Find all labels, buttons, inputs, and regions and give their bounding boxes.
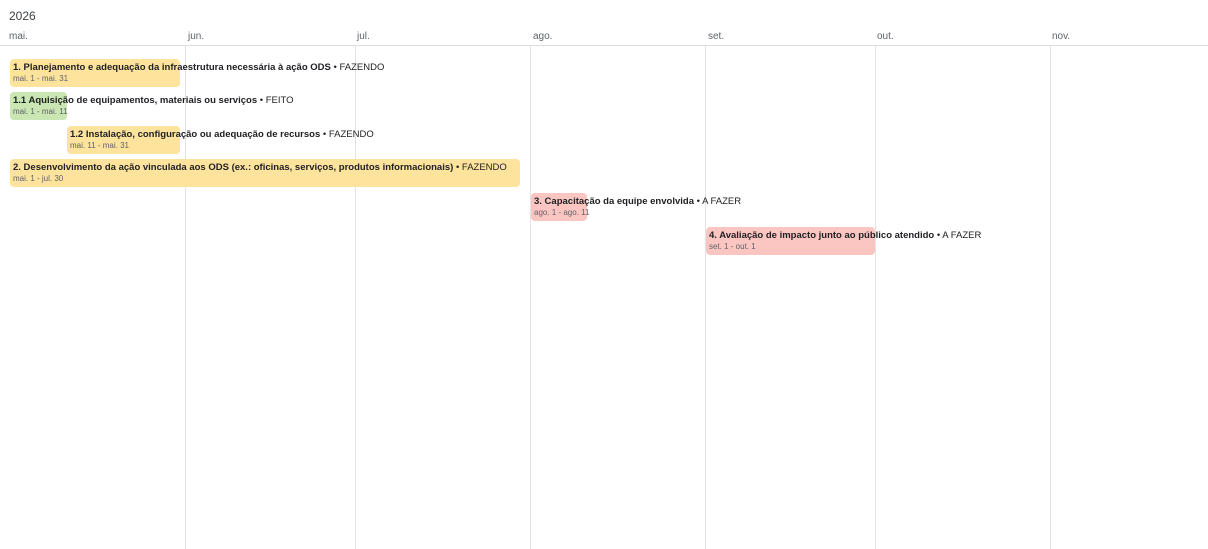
- month-label-jun: jun.: [188, 31, 205, 42]
- month-label-set: set.: [708, 31, 725, 42]
- task-title: 3. Capacitação da equipe envolvida: [534, 196, 694, 207]
- month-gridline: [1050, 46, 1051, 549]
- task-title: 1. Planejamento e adequação da infraestrutura necessária à ação ODS: [13, 62, 331, 73]
- year-label: 2026: [9, 9, 36, 23]
- task-dates: ago. 1 - ago. 11: [534, 208, 590, 217]
- month-label-jul: jul.: [357, 31, 370, 42]
- task-status: • FAZENDO: [455, 162, 507, 173]
- task-dates: mai. 1 - mai. 31: [13, 74, 69, 83]
- task-status: • A FAZER: [936, 230, 982, 241]
- task-dates: mai. 11 - mai. 31: [70, 141, 129, 150]
- task-status: • FAZENDO: [333, 62, 385, 73]
- task-status: • FAZENDO: [322, 129, 374, 140]
- month-gridline: [185, 46, 186, 549]
- task-status: • A FAZER: [696, 196, 742, 207]
- task-dates: mai. 1 - jul. 30: [13, 174, 64, 183]
- month-gridline: [875, 46, 876, 549]
- task-title: 4. Avaliação de impacto junto ao público atendido: [709, 230, 935, 241]
- task-title: 2. Desenvolvimento da ação vinculada aos ODS (ex.: oficinas, serviços, produtos informacionais): [13, 162, 454, 173]
- month-label-ago: ago.: [533, 31, 553, 42]
- month-gridline: [355, 46, 356, 549]
- task-dates: mai. 1 - mai. 11: [13, 107, 68, 116]
- month-gridline: [530, 46, 531, 549]
- month-gridline: [705, 46, 706, 549]
- month-label-out: out.: [877, 31, 894, 42]
- header-divider: [0, 45, 1208, 46]
- task-title: 1.2 Instalação, configuração ou adequação de recursos: [70, 129, 321, 140]
- task-dates: set. 1 - out. 1: [709, 242, 756, 251]
- month-label-mai: mai.: [9, 31, 28, 42]
- task-title: 1.1 Aquisição de equipamentos, materiais ou serviços: [13, 95, 258, 106]
- task-status: • FEITO: [259, 95, 294, 106]
- month-label-nov: nov.: [1052, 31, 1071, 42]
